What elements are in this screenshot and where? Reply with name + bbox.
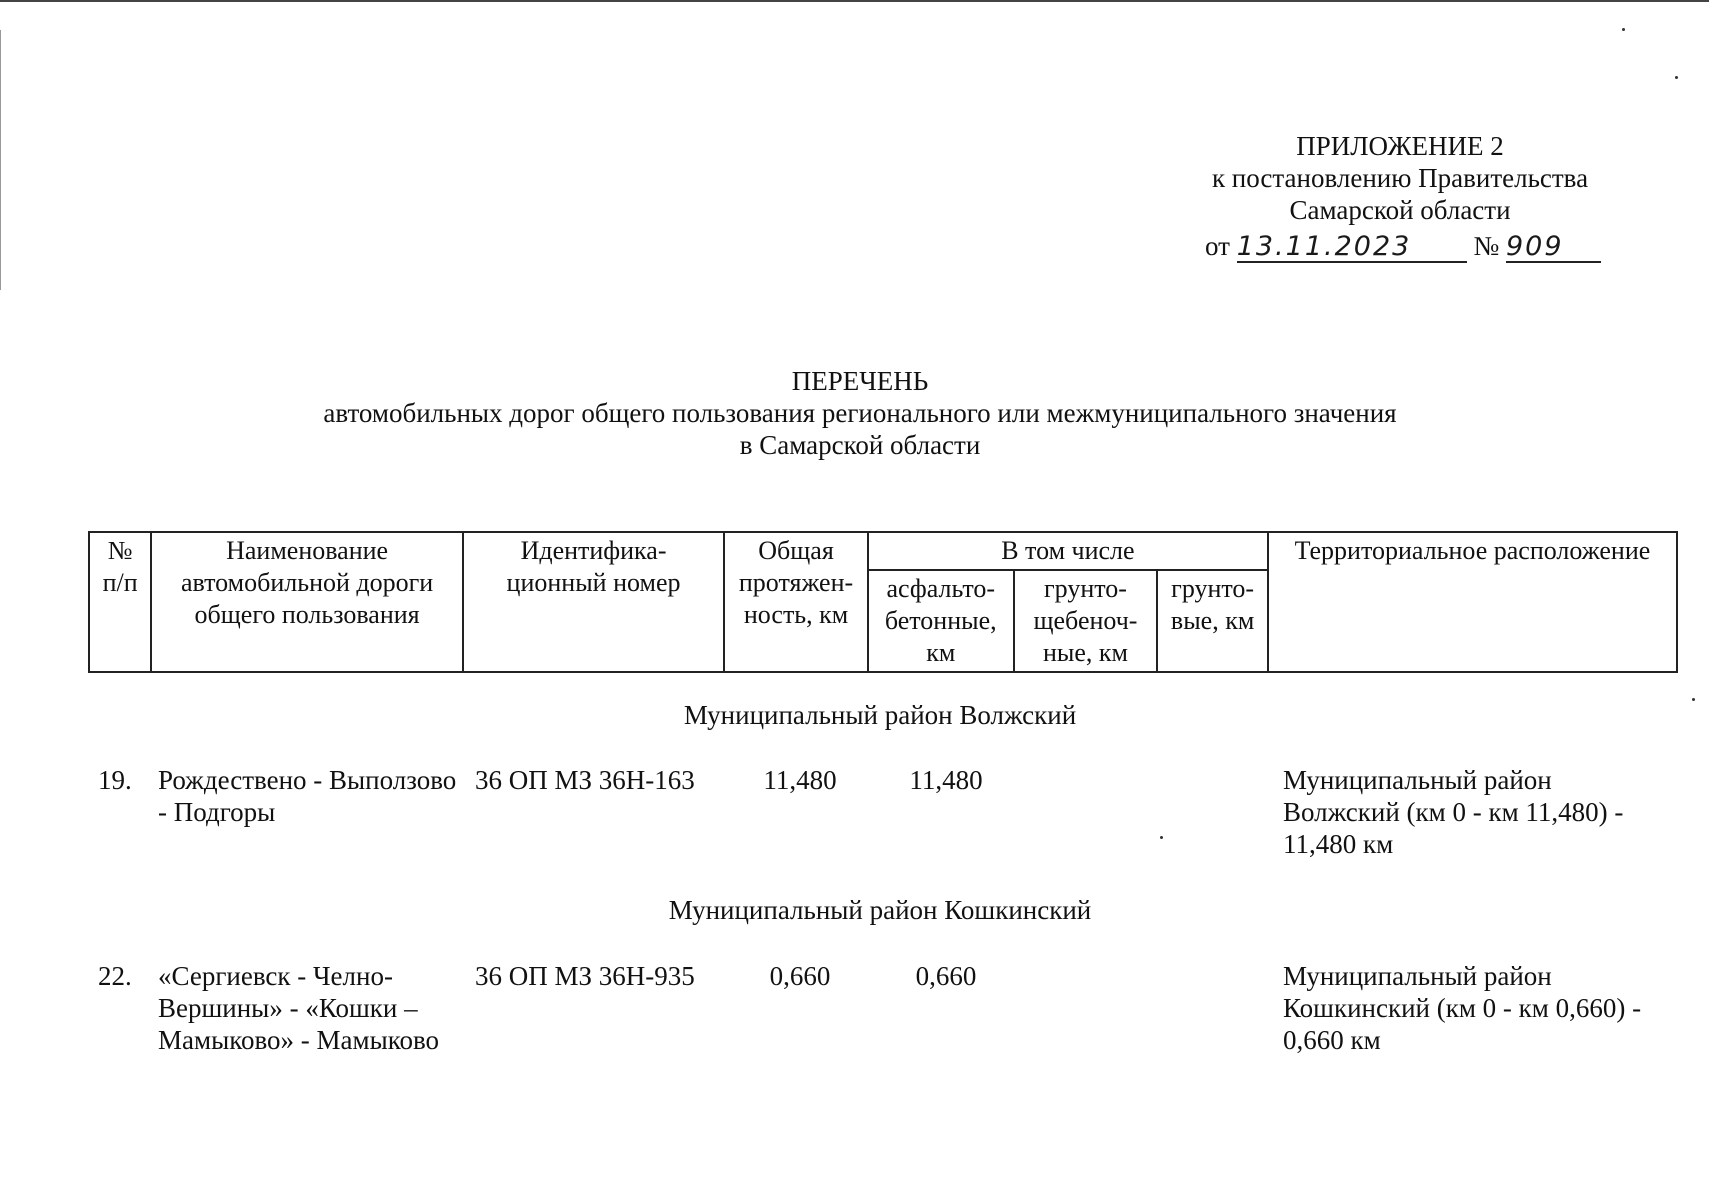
header-total: Общая протяжен- ность, км [724,532,868,672]
title-line-2: в Самарской области [739,430,981,460]
appendix-line-1: к постановлению Правительства [1211,163,1589,193]
appendix-date-line [1205,230,1601,263]
appendix-block [1190,130,1610,226]
header-dirt: грунто- вые, км [1157,570,1268,672]
header-num: № п/п [89,532,151,672]
row-territory: Муниципальный район Кошкинский (км 0 - км 0,660) - 0,660 км [1283,961,1642,1055]
scan-speck [1622,28,1625,31]
row-id: 36 ОП МЗ 36Н-935 [475,961,695,991]
row-num: 22. [98,961,132,991]
row-asphalt-length: 0,660 [915,961,977,991]
title-line-1: автомобильных дорог общего пользования регионального или межмуниципального значения [323,398,1397,428]
scan-left-edge [0,30,1,290]
document-title [250,365,1470,461]
header-asphalt: асфальто- бетонные, км [868,570,1014,672]
scan-speck [1692,698,1695,701]
header-group: В том числе [868,532,1268,570]
row-territory: Муниципальный район Волжский (км 0 - км 11,480) - 11,480 км [1283,765,1624,859]
section-title: Муниципальный район Кошкинский [668,895,1092,925]
scan-speck [1675,76,1678,79]
row-road-name: «Сергиевск - Челно-Вершины» - «Кошки – Мамыково» - Мамыково [158,961,440,1055]
scan-top-edge [0,0,1709,2]
appendix-line-2: Самарской области [1289,195,1511,225]
row-road-name: Рождествено - Выползово - Подгоры [158,765,457,827]
row-total-length: 11,480 [763,765,837,795]
date-prefix: от [1205,231,1230,261]
row-id: 36 ОП МЗ 36Н-163 [475,765,695,795]
scan-speck [1160,836,1163,839]
header-id: Идентифика- ционный номер [463,532,724,672]
header-name: Наименование автомобильной дороги общего пользования [151,532,463,672]
row-num: 19. [98,765,132,795]
handwritten-date: 13.11.2023 [1236,231,1412,262]
number-prefix: № [1473,231,1500,261]
appendix-title: ПРИЛОЖЕНИЕ 2 [1296,131,1504,161]
handwritten-number: 909 [1505,231,1564,262]
row-total-length: 0,660 [769,961,831,991]
table-header [88,531,1678,673]
header-gravel: грунто- щебеноч- ные, км [1014,570,1158,672]
row-asphalt-length: 11,480 [909,765,983,795]
section-title: Муниципальный район Волжский [683,700,1077,730]
header-territory: Территориальное расположение [1268,532,1677,672]
title-heading: ПЕРЕЧЕНЬ [791,366,929,396]
